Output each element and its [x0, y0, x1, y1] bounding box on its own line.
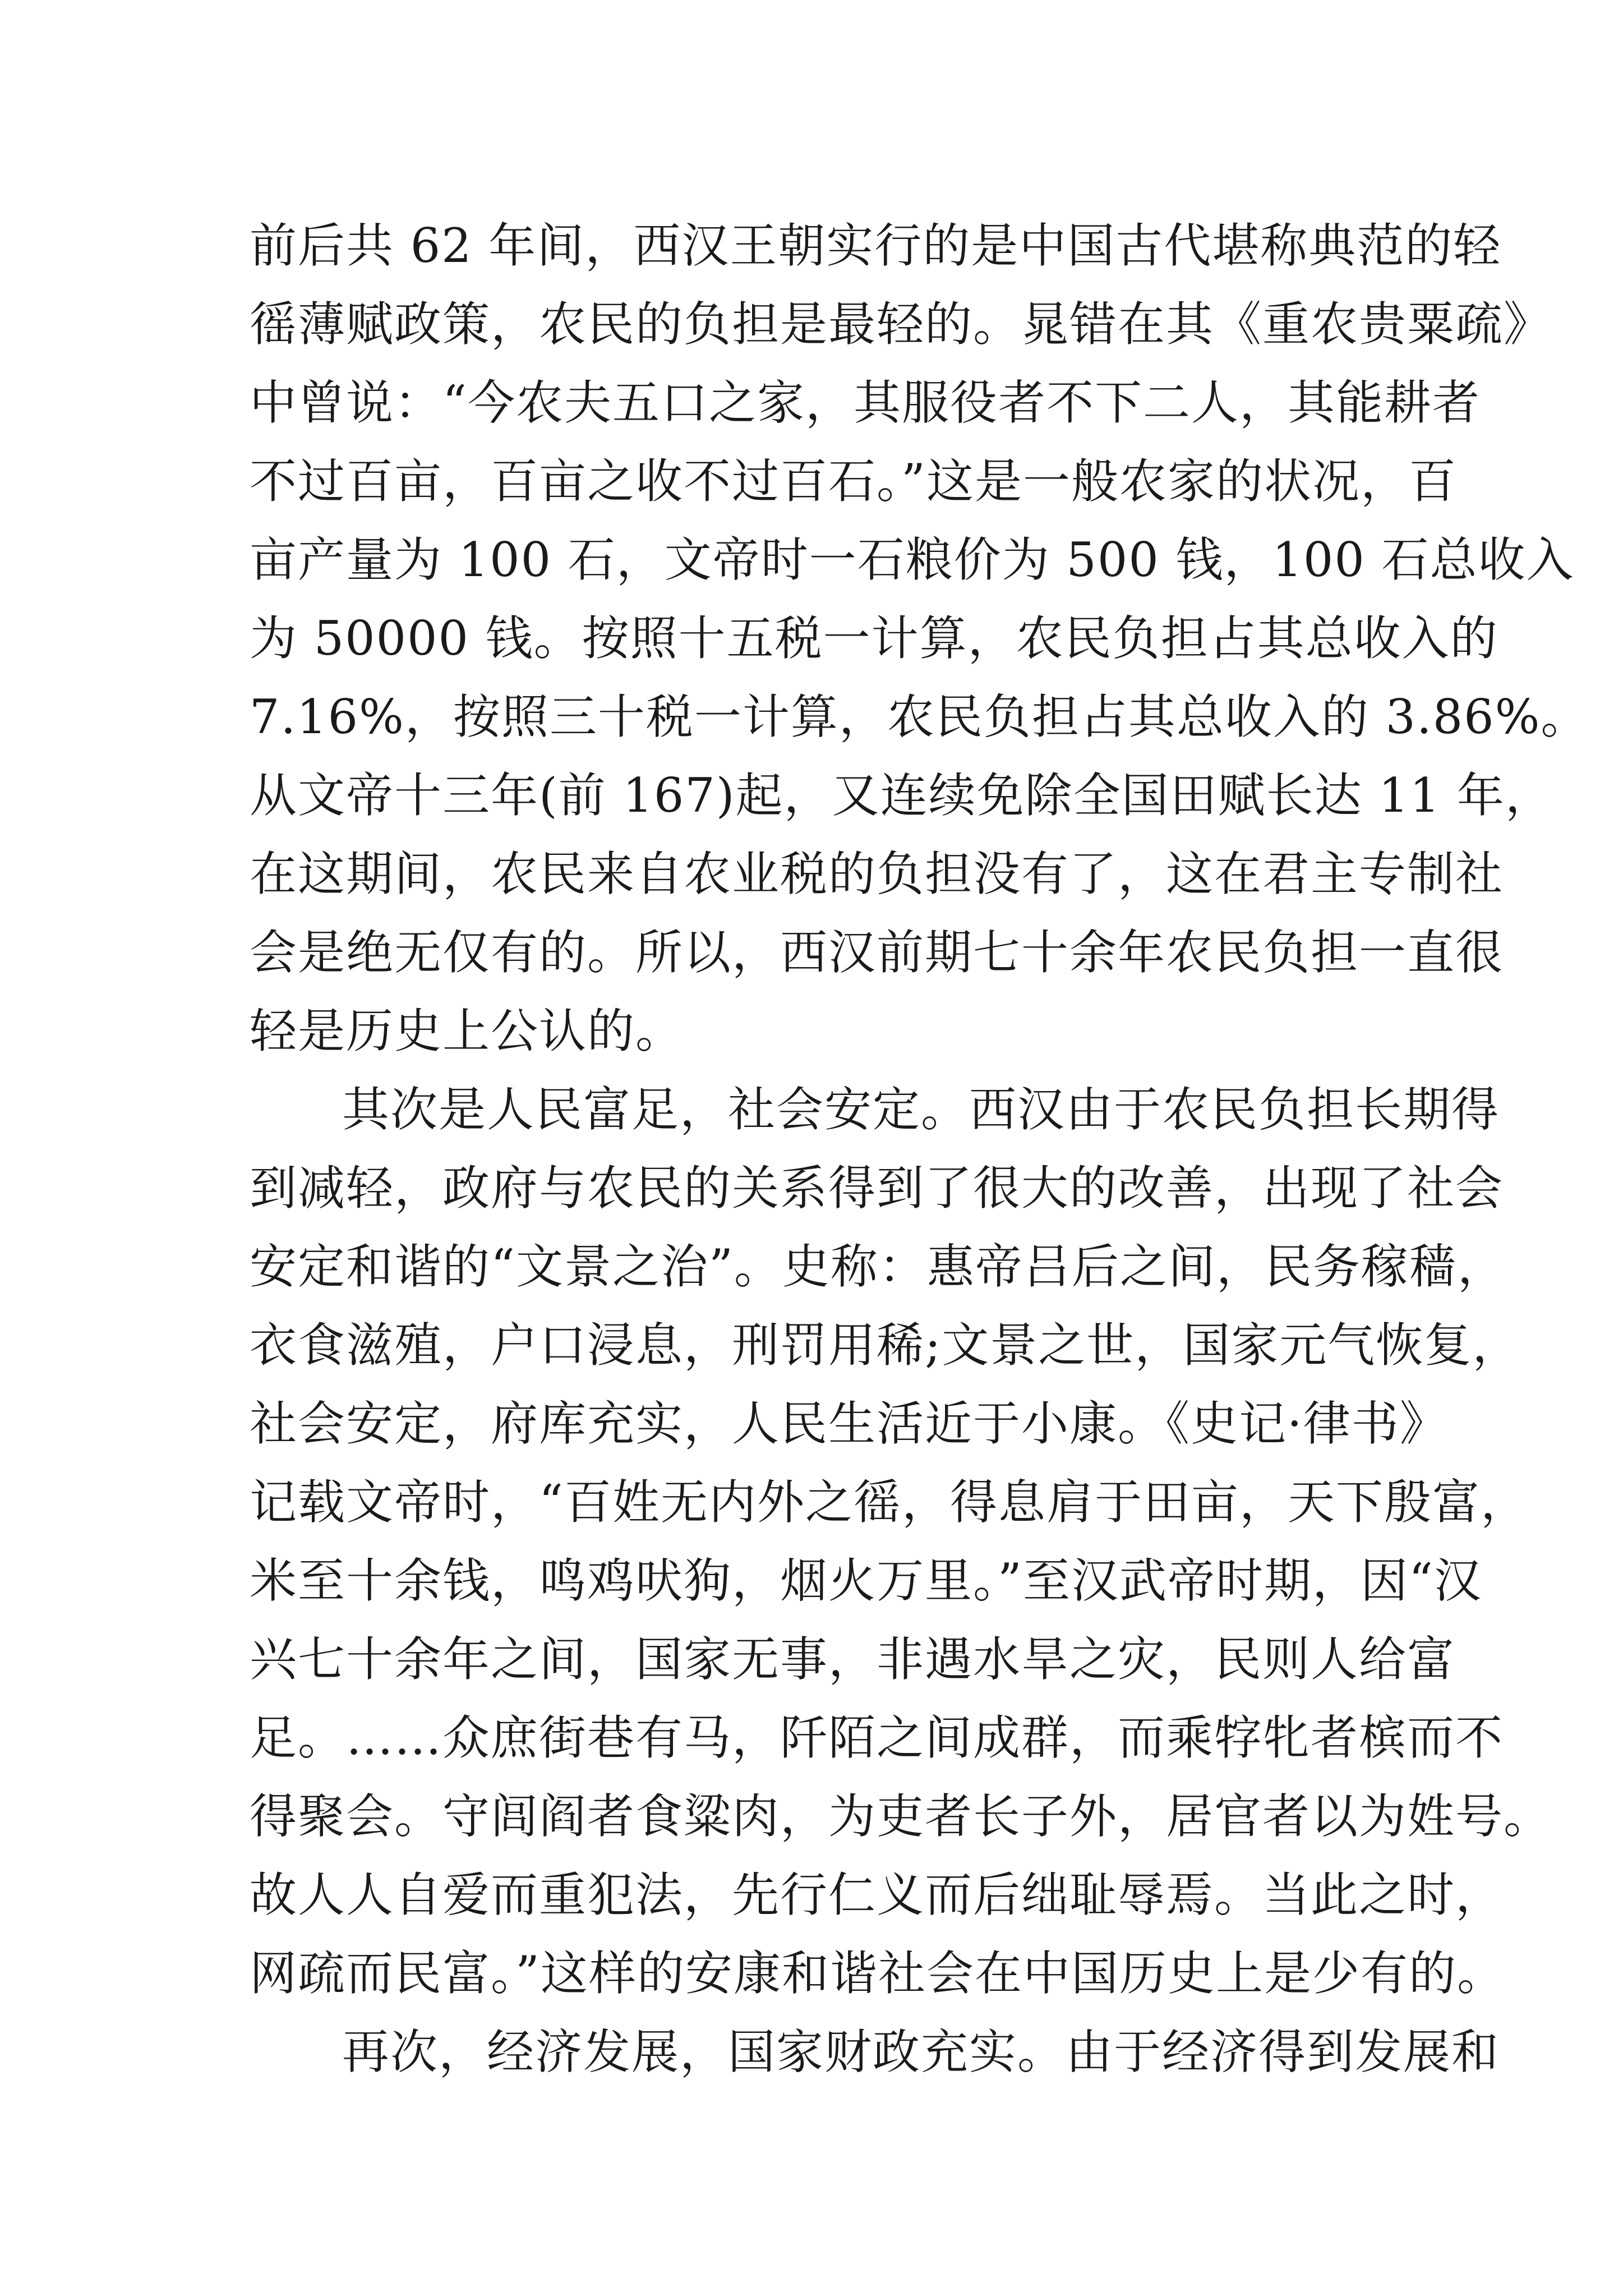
- text-line: 7.16%，按照三十税一计算，农民负担占其总收入的 3.86%。: [250, 689, 1589, 744]
- text-line: 得聚会。守闾阎者食粱肉，为吏者长子外，居官者以为姓号。: [250, 1789, 1552, 1844]
- text-line: 米至十余钱，鸣鸡吠狗，烟火万里。”至汉武帝时期，因“汉: [250, 1553, 1482, 1608]
- text-line: 兴七十余年之间，国家无事，非遇水旱之灾，民则人给富: [250, 1632, 1456, 1687]
- paragraph-start-line: 再次，经济发展，国家财政充实。由于经济得到发展和: [342, 2024, 1500, 2079]
- text-line: 社会安定，府库充实，人民生活近于小康。《史记·律书》: [250, 1396, 1448, 1451]
- text-line: 不过百亩，百亩之收不过百石。”这是一般农家的状况，百: [250, 454, 1457, 509]
- text-line: 记载文帝时，“百姓无内外之徭，得息肩于田亩，天下殷富，: [250, 1475, 1529, 1530]
- paragraph-start-line: 其次是人民富足，社会安定。西汉由于农民负担长期得: [342, 1082, 1500, 1137]
- text-line: 亩产量为 100 石，文帝时一石粮价为 500 钱，100 石总收入: [250, 532, 1575, 587]
- text-line: 足。……众庶街巷有马，阡陌之间成群，而乘牸牝者槟而不: [250, 1710, 1504, 1765]
- text-line: 前后共 62 年间，西汉王朝实行的是中国古代堪称典范的轻: [250, 218, 1502, 273]
- text-line: 到减轻，政府与农民的关系得到了很大的改善，出现了社会: [250, 1161, 1504, 1216]
- text-line: 衣食滋殖，户口浸息，刑罚用稀;文景之世，国家元气恢复，: [250, 1318, 1521, 1373]
- text-line: 会是绝无仅有的。所以，西汉前期七十余年农民负担一直很: [250, 925, 1504, 980]
- text-line: 徭薄赋政策，农民的负担是最轻的。晁错在其《重农贵粟疏》: [250, 297, 1552, 352]
- text-line: 中曾说：“今农夫五口之家，其服役者不下二人，其能耕者: [250, 375, 1481, 430]
- text-line: 轻是历史上公认的。: [250, 1004, 684, 1059]
- text-line: 为 50000 钱。按照十五税一计算，农民负担占其总收入的: [250, 611, 1498, 666]
- text-line: 故人人自爱而重犯法，先行仁义而后绌耻辱焉。当此之时，: [250, 1867, 1504, 1922]
- text-line: 安定和谐的“文景之治”。史称：惠帝吕后之间，民务稼穑，: [250, 1239, 1506, 1294]
- text-line: 网疏而民富。”这样的安康和谐社会在中国历史上是少有的。: [250, 1946, 1505, 2001]
- text-line: 从文帝十三年(前 167)起，又连续免除全国田赋长达 11 年，: [250, 768, 1553, 823]
- text-line: 在这期间，农民来自农业税的负担没有了，这在君主专制社: [250, 846, 1504, 901]
